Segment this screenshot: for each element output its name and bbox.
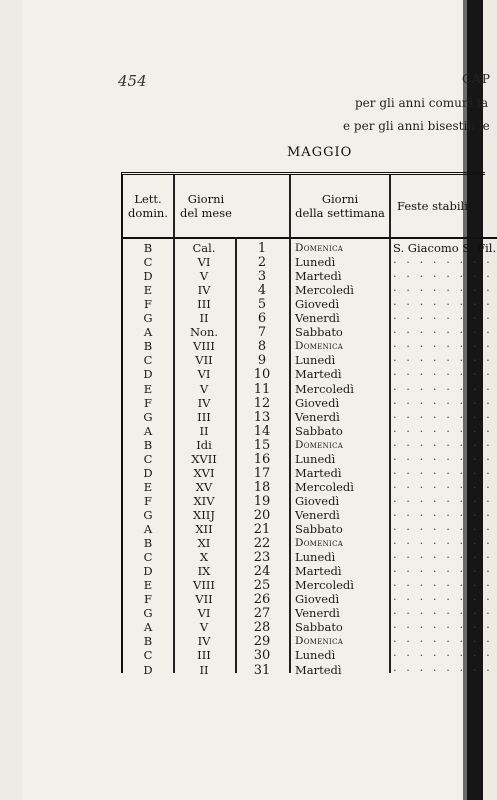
lettera-cell: D: [143, 564, 153, 579]
festa-cell: · · · · · · · ·: [393, 465, 493, 480]
festa-cell: · · · · · · · ·: [393, 522, 493, 536]
running-head: CAP: [462, 72, 491, 86]
festa-cell: · · · · · · · ·: [393, 564, 493, 579]
giorno-numero-cell: 22: [253, 536, 271, 552]
festa-cell: · · · · · · · ·: [393, 662, 493, 677]
giorno-romano-cell: XI: [197, 536, 211, 551]
giorno-romano-cell: Idi: [196, 437, 212, 452]
giorno-numero-cell: 15: [253, 437, 271, 453]
lettera-cell: B: [143, 437, 153, 452]
giorno-romano-cell: IV: [197, 395, 211, 410]
giorno-romano-cell: XIV: [193, 493, 215, 508]
giorno-romano-cell: V: [199, 269, 209, 284]
giorno-romano-cell: Non.: [189, 325, 219, 340]
lettera-cell: F: [144, 592, 152, 607]
header-feste: Feste stabili: [391, 175, 497, 239]
giorno-romano-cell: VI: [197, 606, 211, 621]
lettera-cell: B: [143, 241, 153, 255]
festa-cell: · · · · · · · ·: [393, 367, 493, 382]
giorno-numero-cell: 30: [253, 648, 271, 664]
festa-cell: · · · · · · · ·: [393, 353, 493, 368]
giorno-settimana-cell: Sabbato: [295, 325, 343, 340]
giorno-settimana-cell: Lunedì: [295, 451, 336, 466]
giorno-romano-cell: Cal.: [192, 241, 216, 255]
festa-cell: · · · · · · · ·: [393, 648, 493, 663]
note-line-2: e per gli anni bisestili le: [343, 119, 490, 133]
giorno-settimana-cell: Lunedì: [295, 255, 336, 270]
giorno-settimana-cell: Mercoledì: [295, 283, 354, 298]
giorno-romano-cell: XIIJ: [193, 507, 215, 522]
festa-cell: · · · · · · · ·: [393, 423, 493, 438]
lettera-cell: F: [144, 493, 152, 508]
giorno-romano-cell: V: [199, 620, 209, 635]
lettera-cell: C: [143, 353, 153, 368]
giorno-romano-cell: IV: [197, 634, 211, 649]
giorno-romano-cell: III: [197, 297, 211, 312]
note-line-1: per gli anni comuni la: [355, 96, 489, 110]
giorno-numero-cell: 7: [257, 325, 267, 341]
giorno-numero-cell: 20: [253, 507, 271, 523]
festa-cell: · · · · · · · ·: [393, 409, 493, 424]
giorno-settimana-cell: Domenica: [295, 340, 344, 353]
festa-cell: · · · · · · · ·: [393, 339, 493, 354]
festa-cell: · · · · · · · ·: [393, 550, 493, 565]
giorno-romano-cell: VIII: [193, 578, 215, 593]
header-giorni-mese: Giorni del mese: [175, 175, 237, 239]
giorno-numero-cell: 17: [253, 465, 271, 481]
giorno-settimana-cell: Martedì: [295, 465, 342, 480]
giorno-settimana-cell: Giovedì: [295, 395, 340, 410]
lettera-cell: A: [143, 522, 153, 536]
giorno-numero-cell: 2: [257, 255, 267, 271]
giorno-settimana-cell: Giovedì: [295, 297, 340, 312]
giorno-settimana-cell: Giovedì: [295, 592, 340, 607]
festa-cell: · · · · · · · ·: [393, 479, 493, 494]
page-number: 454: [118, 72, 147, 90]
giorno-numero-cell: 27: [253, 606, 271, 622]
giorno-numero-cell: 12: [253, 395, 271, 411]
festa-cell: · · · · · · · ·: [393, 606, 493, 621]
lettera-cell: G: [143, 606, 153, 621]
giorno-settimana-cell: Domenica: [295, 537, 344, 550]
giorno-romano-cell: XVII: [191, 451, 217, 466]
festa-cell: · · · · · · · ·: [393, 395, 493, 410]
lettera-cell: E: [143, 578, 153, 593]
giorno-settimana-cell: Domenica: [295, 242, 344, 254]
giorno-romano-cell: XVI: [193, 465, 215, 480]
festa-cell: · · · · · · · ·: [393, 269, 493, 284]
giorno-numero-cell: 16: [253, 451, 271, 467]
giorno-numero-cell: 1: [257, 241, 267, 256]
giorno-romano-cell: V: [199, 381, 209, 396]
giorno-numero-cell: 5: [257, 297, 267, 313]
month-title: MAGGIO: [287, 145, 353, 160]
lettera-cell: D: [143, 269, 153, 284]
giorno-numero-cell: 11: [253, 381, 271, 397]
festa-cell: · · · · · · · ·: [393, 578, 493, 593]
giorno-settimana-cell: Giovedì: [295, 493, 340, 508]
festa-cell: · · · · · · · ·: [393, 451, 493, 466]
giorno-numero-cell: 26: [253, 592, 271, 608]
festa-cell: · · · · · · · ·: [393, 536, 493, 551]
table-row: [123, 662, 493, 679]
giorno-numero-cell: 31: [253, 662, 271, 678]
giorno-settimana-cell: Lunedì: [295, 648, 336, 663]
giorno-settimana-cell: Lunedì: [295, 550, 336, 565]
festa-cell: · · · · · · · ·: [393, 592, 493, 607]
giorno-romano-cell: VI: [197, 367, 211, 382]
festa-cell: · · · · · · · ·: [393, 620, 493, 635]
giorno-numero-cell: 19: [253, 493, 271, 509]
lettera-cell: A: [143, 325, 153, 340]
lettera-cell: A: [143, 423, 153, 438]
festa-cell: · · · · · · · ·: [393, 634, 493, 649]
giorno-settimana-cell: Venerdì: [295, 409, 340, 424]
lettera-cell: E: [143, 283, 153, 298]
lettera-cell: C: [143, 451, 153, 466]
festa-cell: · · · · · · · ·: [393, 297, 493, 312]
giorno-numero-cell: 9: [257, 353, 267, 369]
giorno-numero-cell: 25: [253, 578, 271, 594]
lettera-cell: D: [143, 367, 153, 382]
giorno-numero-cell: 29: [253, 634, 271, 650]
festa-cell: · · · · · · · ·: [393, 283, 493, 298]
giorno-numero-cell: 13: [253, 409, 271, 425]
calendar-table: [121, 172, 497, 678]
lettera-cell: D: [143, 465, 153, 480]
giorno-romano-cell: II: [199, 423, 209, 438]
giorno-settimana-cell: Sabbato: [295, 522, 343, 536]
lettera-cell: A: [143, 620, 153, 635]
lettera-cell: B: [143, 634, 153, 649]
giorno-settimana-cell: Lunedì: [295, 353, 336, 368]
giorno-romano-cell: VII: [195, 353, 213, 368]
festa-cell: · · · · · · · ·: [393, 325, 493, 340]
giorno-romano-cell: II: [199, 662, 209, 677]
giorno-settimana-cell: Martedì: [295, 367, 342, 382]
giorno-romano-cell: IX: [197, 564, 211, 579]
giorno-romano-cell: XII: [195, 522, 213, 536]
giorno-settimana-cell: Martedì: [295, 662, 342, 677]
lettera-cell: D: [143, 662, 153, 677]
giorno-numero-cell: 3: [257, 269, 267, 285]
giorno-romano-cell: VII: [195, 592, 213, 607]
giorno-settimana-cell: Sabbato: [295, 620, 343, 635]
festa-cell: · · · · · · · ·: [393, 311, 493, 326]
giorno-settimana-cell: Venerdì: [295, 311, 340, 326]
lettera-cell: G: [143, 507, 153, 522]
giorno-numero-cell: 6: [257, 311, 267, 327]
giorno-romano-cell: III: [197, 409, 211, 424]
lettera-cell: C: [143, 255, 153, 270]
lettera-cell: F: [144, 297, 152, 312]
giorno-romano-cell: VIII: [193, 339, 215, 354]
festa-cell: · · · · · · · ·: [393, 255, 493, 270]
giorno-numero-cell: 8: [257, 339, 267, 355]
giorno-numero-cell: 28: [253, 620, 271, 636]
giorno-numero-cell: 18: [253, 479, 271, 495]
giorno-settimana-cell: Mercoledì: [295, 578, 354, 593]
lettera-cell: E: [143, 381, 153, 396]
giorno-romano-cell: VI: [197, 255, 211, 270]
giorno-settimana-cell: Domenica: [295, 438, 344, 451]
festa-cell: · · · · · · · ·: [393, 507, 493, 522]
giorno-numero-cell: 21: [253, 522, 271, 537]
lettera-cell: C: [143, 550, 153, 565]
giorno-settimana-cell: Venerdì: [295, 606, 340, 621]
festa-cell: S. Giacomo S. Fil.: [393, 241, 497, 255]
giorno-numero-cell: 24: [253, 564, 271, 580]
festa-cell: · · · · · · · ·: [393, 493, 493, 508]
giorno-numero-cell: 23: [253, 550, 271, 566]
header-giorni-settimana: Giorni della settimana: [291, 175, 389, 239]
giorno-romano-cell: IV: [197, 283, 211, 298]
lettera-cell: F: [144, 395, 152, 410]
giorno-numero-cell: 10: [253, 367, 271, 383]
giorno-settimana-cell: Venerdì: [295, 507, 340, 522]
giorno-romano-cell: XV: [195, 479, 213, 494]
header-rule: [123, 175, 485, 239]
lettera-cell: B: [143, 339, 153, 354]
giorno-settimana-cell: Martedì: [295, 564, 342, 579]
lettera-cell: G: [143, 311, 153, 326]
lettera-cell: G: [143, 409, 153, 424]
giorno-numero-cell: 14: [253, 423, 271, 439]
giorno-settimana-cell: Mercoledì: [295, 479, 354, 494]
giorno-romano-cell: II: [199, 311, 209, 326]
giorno-romano-cell: III: [197, 648, 211, 663]
lettera-cell: E: [143, 479, 153, 494]
festa-cell: · · · · · · · ·: [393, 437, 493, 452]
giorno-romano-cell: X: [199, 550, 209, 565]
header-lettere: Lett. domin.: [123, 175, 173, 239]
giorno-settimana-cell: Mercoledì: [295, 381, 354, 396]
festa-cell: · · · · · · · ·: [393, 381, 493, 396]
giorno-settimana-cell: Domenica: [295, 635, 344, 648]
giorno-settimana-cell: Martedì: [295, 269, 342, 284]
lettera-cell: C: [143, 648, 153, 663]
lettera-cell: B: [143, 536, 153, 551]
giorno-settimana-cell: Sabbato: [295, 423, 343, 438]
giorno-numero-cell: 4: [257, 283, 267, 299]
